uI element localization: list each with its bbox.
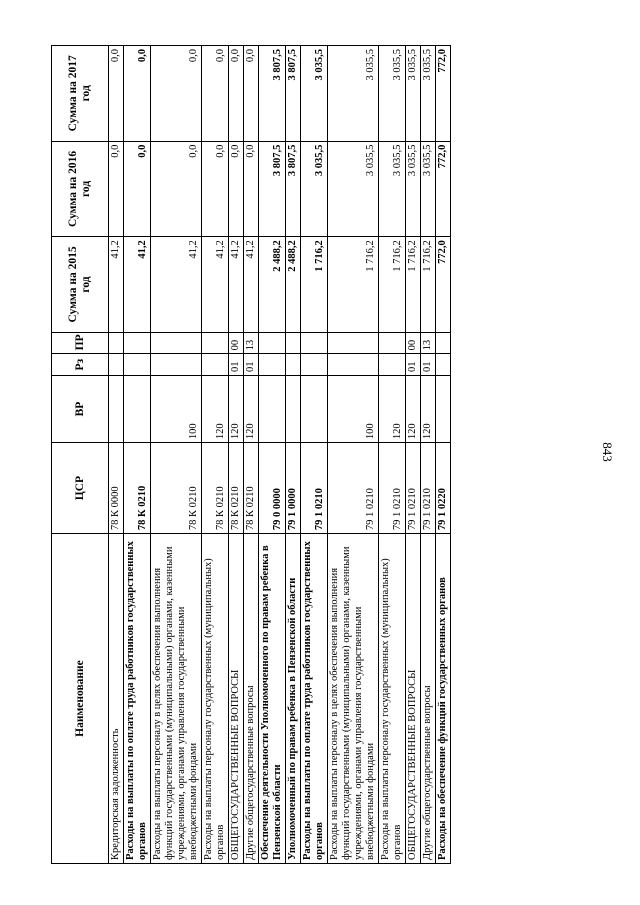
cell-vr: 120 xyxy=(421,375,436,442)
cell-csr: 78 К 0210 xyxy=(202,443,229,534)
cell-sum-2016: 3 035,5 xyxy=(301,141,328,237)
cell-name: Расходы на выплаты по оплате труда работников государственных органов xyxy=(301,534,328,864)
table-row xyxy=(406,46,421,864)
cell-sum-2015: 41,2 xyxy=(109,237,124,333)
cell-rz xyxy=(301,354,328,376)
table-row xyxy=(109,46,124,864)
cell-rz xyxy=(286,354,301,376)
cell-csr: 78 К 0000 xyxy=(109,443,124,534)
table-row xyxy=(202,46,229,864)
cell-sum-2016: 0,0 xyxy=(151,141,202,237)
cell-name: Кредиторская задолженность xyxy=(109,534,124,864)
cell-pr xyxy=(202,332,229,354)
cell-csr: 79 1 0210 xyxy=(301,443,328,534)
table-row xyxy=(328,46,379,864)
cell-rz xyxy=(259,354,286,376)
cell-rz: 01 xyxy=(244,354,259,376)
cell-sum-2015: 2 488,2 xyxy=(286,237,301,333)
cell-vr xyxy=(436,375,451,442)
cell-sum-2017: 0,0 xyxy=(229,46,244,142)
cell-pr: 00 xyxy=(406,332,421,354)
cell-sum-2015: 1 716,2 xyxy=(406,237,421,333)
cell-pr xyxy=(109,332,124,354)
cell-name: Расходы на выплаты персоналу государственных (муниципальных) органов xyxy=(202,534,229,864)
cell-vr: 120 xyxy=(406,375,421,442)
cell-sum-2015: 1 716,2 xyxy=(421,237,436,333)
table-rotation-frame xyxy=(51,45,589,864)
cell-csr: 79 1 0210 xyxy=(421,443,436,534)
cell-vr: 120 xyxy=(229,375,244,442)
cell-sum-2016: 3 035,5 xyxy=(421,141,436,237)
cell-csr: 78 К 0210 xyxy=(229,443,244,534)
header-sum-2015: Сумма на 2015 год xyxy=(52,237,109,333)
cell-pr xyxy=(286,332,301,354)
table-row xyxy=(421,46,436,864)
cell-name: Расходы на выплаты персоналу государственных (муниципальных) органов xyxy=(379,534,406,864)
cell-name: Уполномоченный по правам ребенка в Пензенской области xyxy=(286,534,301,864)
cell-sum-2016: 772,0 xyxy=(436,141,451,237)
cell-rz: 01 xyxy=(229,354,244,376)
header-sum-2017: Сумма на 2017 год xyxy=(52,46,109,142)
cell-csr: 78 К 0210 xyxy=(244,443,259,534)
cell-rz xyxy=(109,354,124,376)
cell-sum-2015: 1 716,2 xyxy=(379,237,406,333)
cell-sum-2015: 41,2 xyxy=(202,237,229,333)
cell-sum-2017: 3 035,5 xyxy=(406,46,421,142)
cell-pr: 00 xyxy=(229,332,244,354)
cell-sum-2017: 3 035,5 xyxy=(328,46,379,142)
table-row xyxy=(286,46,301,864)
cell-sum-2017: 0,0 xyxy=(244,46,259,142)
cell-csr: 78 К 0210 xyxy=(124,443,151,534)
table-row xyxy=(436,46,451,864)
cell-pr xyxy=(379,332,406,354)
cell-sum-2015: 41,2 xyxy=(229,237,244,333)
cell-sum-2016: 0,0 xyxy=(229,141,244,237)
cell-sum-2015: 41,2 xyxy=(151,237,202,333)
cell-csr: 79 0 0000 xyxy=(259,443,286,534)
cell-rz xyxy=(202,354,229,376)
cell-sum-2016: 0,0 xyxy=(109,141,124,237)
header-vr: ВР xyxy=(52,375,109,442)
cell-sum-2016: 3 035,5 xyxy=(406,141,421,237)
cell-sum-2016: 3 807,5 xyxy=(286,141,301,237)
cell-sum-2015: 41,2 xyxy=(124,237,151,333)
cell-pr xyxy=(259,332,286,354)
cell-name: Расходы на выплаты персоналу в целях обеспечения выполнения функций государственными (муниципальными) органами, казенными учреждениями, органами управления государственными внебюджетными фондами xyxy=(328,534,379,864)
cell-rz xyxy=(151,354,202,376)
cell-pr: 13 xyxy=(421,332,436,354)
cell-pr xyxy=(151,332,202,354)
cell-pr xyxy=(301,332,328,354)
cell-sum-2016: 3 807,5 xyxy=(259,141,286,237)
cell-sum-2016: 0,0 xyxy=(124,141,151,237)
cell-name: Расходы на выплаты персоналу в целях обеспечения выполнения функций государственными (муниципальными) органами, казенными учреждениями, органами управления государственными внебюджетными фондами xyxy=(151,534,202,864)
header-pr: ПР xyxy=(52,332,109,354)
cell-pr: 13 xyxy=(244,332,259,354)
cell-rz xyxy=(379,354,406,376)
header-sum-2016: Сумма на 2016 год xyxy=(52,141,109,237)
table-row xyxy=(229,46,244,864)
cell-vr: 120 xyxy=(244,375,259,442)
cell-name: Другие общегосударственные вопросы xyxy=(244,534,259,864)
cell-sum-2017: 3 807,5 xyxy=(286,46,301,142)
cell-sum-2017: 0,0 xyxy=(151,46,202,142)
cell-rz xyxy=(124,354,151,376)
cell-sum-2017: 3 035,5 xyxy=(421,46,436,142)
table-body xyxy=(109,46,451,864)
cell-sum-2016: 0,0 xyxy=(244,141,259,237)
cell-vr: 120 xyxy=(379,375,406,442)
cell-sum-2015: 1 716,2 xyxy=(301,237,328,333)
cell-csr: 79 1 0210 xyxy=(406,443,421,534)
cell-vr: 120 xyxy=(202,375,229,442)
cell-sum-2015: 772,0 xyxy=(436,237,451,333)
cell-rz xyxy=(328,354,379,376)
cell-rz: 01 xyxy=(406,354,421,376)
cell-sum-2017: 3 035,5 xyxy=(379,46,406,142)
cell-sum-2017: 772,0 xyxy=(436,46,451,142)
cell-name: Расходы на выплаты по оплате труда работников государственных органов xyxy=(124,534,151,864)
cell-sum-2015: 2 488,2 xyxy=(259,237,286,333)
cell-sum-2017: 0,0 xyxy=(109,46,124,142)
table-holder xyxy=(51,45,589,864)
cell-csr: 79 1 0220 xyxy=(436,443,451,534)
cell-vr: 100 xyxy=(328,375,379,442)
header-rz: Рз xyxy=(52,354,109,376)
cell-rz xyxy=(436,354,451,376)
cell-sum-2017: 0,0 xyxy=(124,46,151,142)
cell-name: ОБЩЕГОСУДАРСТВЕННЫЕ ВОПРОСЫ xyxy=(229,534,244,864)
cell-sum-2015: 1 716,2 xyxy=(328,237,379,333)
cell-name: Обеспечение деятельности Уполномоченного по правам ребенка в Пензенской области xyxy=(259,534,286,864)
cell-sum-2016: 0,0 xyxy=(202,141,229,237)
cell-name: ОБЩЕГОСУДАРСТВЕННЫЕ ВОПРОСЫ xyxy=(406,534,421,864)
cell-sum-2016: 3 035,5 xyxy=(328,141,379,237)
cell-vr xyxy=(109,375,124,442)
cell-vr xyxy=(259,375,286,442)
page-number: 843 xyxy=(600,442,615,462)
cell-sum-2017: 3 035,5 xyxy=(301,46,328,142)
table-row xyxy=(244,46,259,864)
table-row xyxy=(301,46,328,864)
cell-vr xyxy=(286,375,301,442)
cell-sum-2015: 41,2 xyxy=(244,237,259,333)
cell-rz: 01 xyxy=(421,354,436,376)
cell-csr: 79 1 0000 xyxy=(286,443,301,534)
header-csr: ЦСР xyxy=(52,443,109,534)
cell-sum-2017: 3 807,5 xyxy=(259,46,286,142)
cell-pr xyxy=(124,332,151,354)
cell-pr xyxy=(436,332,451,354)
table-header-row xyxy=(52,46,109,864)
cell-pr xyxy=(328,332,379,354)
cell-vr xyxy=(124,375,151,442)
cell-sum-2016: 3 035,5 xyxy=(379,141,406,237)
cell-vr: 100 xyxy=(151,375,202,442)
cell-sum-2017: 0,0 xyxy=(202,46,229,142)
table-row xyxy=(124,46,151,864)
budget-table xyxy=(51,45,451,864)
header-name: Наименование xyxy=(52,534,109,864)
table-row xyxy=(379,46,406,864)
table-row xyxy=(151,46,202,864)
cell-csr: 79 1 0210 xyxy=(379,443,406,534)
cell-name: Другие общегосударственные вопросы xyxy=(421,534,436,864)
table-row xyxy=(259,46,286,864)
cell-csr: 79 1 0210 xyxy=(328,443,379,534)
cell-csr: 78 К 0210 xyxy=(151,443,202,534)
cell-vr xyxy=(301,375,328,442)
cell-name: Расходы на обеспечение функций государственных органов xyxy=(436,534,451,864)
